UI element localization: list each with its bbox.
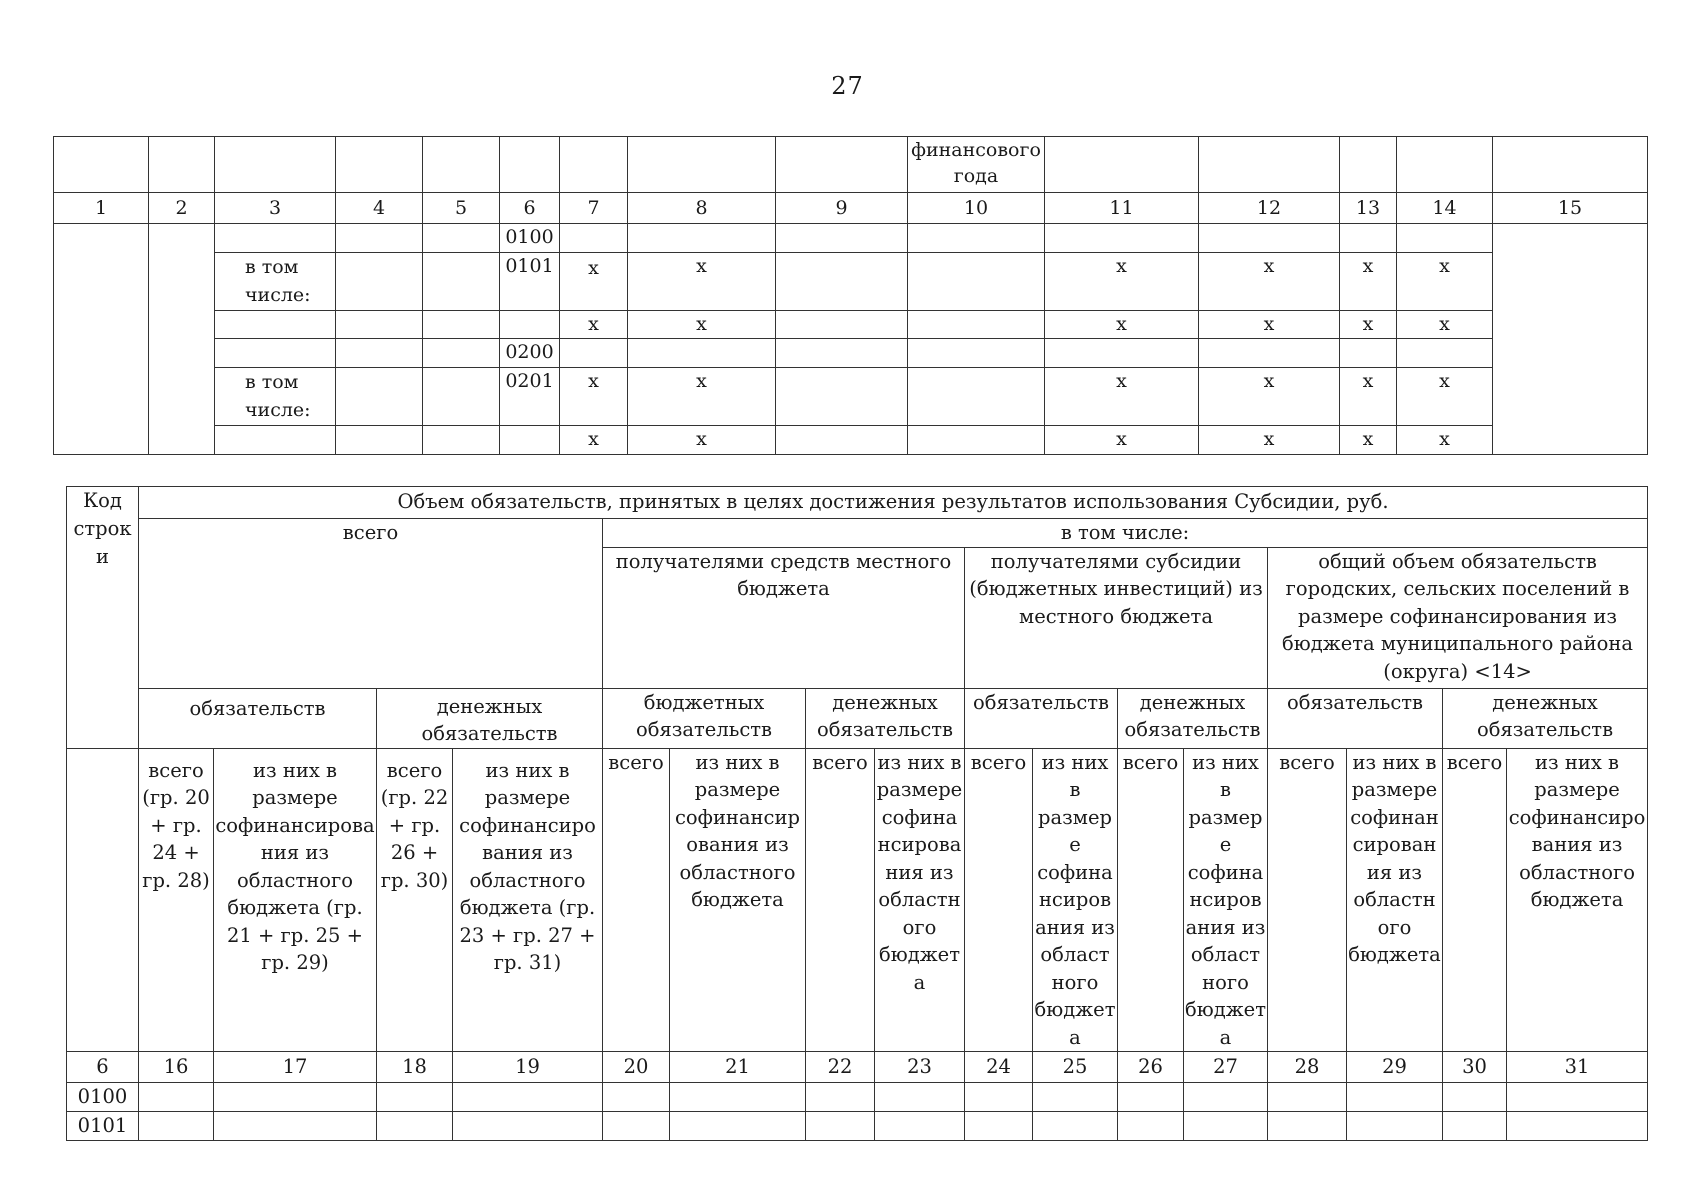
mark: x xyxy=(1397,311,1493,339)
cell xyxy=(377,1083,453,1112)
cell xyxy=(54,137,149,193)
cell xyxy=(500,137,560,193)
cell xyxy=(149,137,215,193)
cell xyxy=(423,224,500,253)
cell xyxy=(1033,1112,1118,1141)
cell xyxy=(423,339,500,368)
col-19-header: из них в размере софинансирования из областного бюджета (гр. 23 + гр. 27 + гр. 31) xyxy=(453,748,603,1052)
column-number: 3 xyxy=(215,193,336,224)
cell xyxy=(214,1083,377,1112)
mark: x xyxy=(1340,368,1397,426)
cell xyxy=(965,1083,1033,1112)
column-number: 2 xyxy=(149,193,215,224)
cell xyxy=(423,253,500,311)
cell xyxy=(776,137,908,193)
cell xyxy=(214,1112,377,1141)
sub-obligations: обязательств xyxy=(1268,688,1443,748)
mark: x xyxy=(1199,368,1340,426)
column-number: 16 xyxy=(139,1052,214,1083)
cell xyxy=(336,339,423,368)
mark: x xyxy=(1045,311,1199,339)
cell xyxy=(1507,1083,1648,1112)
mark: x xyxy=(560,253,628,311)
row-code-header: Код строки xyxy=(67,487,139,749)
header-row-4 xyxy=(67,688,1648,748)
cell xyxy=(603,1083,670,1112)
cell xyxy=(1507,1112,1648,1141)
column-number: 31 xyxy=(1507,1052,1648,1083)
column-number: 22 xyxy=(806,1052,875,1083)
sub-obligations: обязательств xyxy=(965,688,1118,748)
column-number: 30 xyxy=(1443,1052,1507,1083)
column-number: 18 xyxy=(377,1052,453,1083)
row-code: 0100 xyxy=(67,1083,139,1112)
mark xyxy=(776,253,908,311)
cell xyxy=(1340,137,1397,193)
cell xyxy=(1199,137,1340,193)
header-row-1 xyxy=(67,487,1648,519)
cell xyxy=(423,368,500,426)
sub-budget-obligations: бюджетных обязательств xyxy=(603,688,806,748)
row-label xyxy=(215,426,336,455)
table-row xyxy=(54,311,1648,339)
table-row xyxy=(54,224,1648,253)
mark: x xyxy=(1045,368,1199,426)
column-number: 27 xyxy=(1184,1052,1268,1083)
mark: x xyxy=(1045,253,1199,311)
mark: x xyxy=(1397,253,1493,311)
mark: x xyxy=(1199,253,1340,311)
mark: x xyxy=(560,426,628,455)
mark xyxy=(628,224,776,253)
table-row xyxy=(54,426,1648,455)
mark: x xyxy=(628,426,776,455)
cell xyxy=(139,1083,214,1112)
column-number: 17 xyxy=(214,1052,377,1083)
column-number: 12 xyxy=(1199,193,1340,224)
mark xyxy=(1397,224,1493,253)
col-27-header: из них в размере софинансирования из областного бюджета xyxy=(1184,748,1268,1052)
column-number: 5 xyxy=(423,193,500,224)
mark xyxy=(908,339,1045,368)
sub-monetary-obligations: денежных обязательств xyxy=(377,688,603,748)
group-subsidy-recipients: получателями субсидии (бюджетных инвестиций) из местного бюджета xyxy=(965,547,1268,688)
mark: x xyxy=(628,368,776,426)
cell xyxy=(1118,1083,1184,1112)
row-code: 0101 xyxy=(500,253,560,311)
mark: x xyxy=(1397,426,1493,455)
column-number: 21 xyxy=(670,1052,806,1083)
col-18-header: всего (гр. 22 + гр. 26 + гр. 30) xyxy=(377,748,453,1052)
cell xyxy=(1268,1112,1347,1141)
col-25-header: из них в размере софинансирования из областного бюджета xyxy=(1033,748,1118,1052)
column-number: 15 xyxy=(1493,193,1648,224)
cell xyxy=(336,368,423,426)
mark: x xyxy=(1397,368,1493,426)
obligations-table xyxy=(66,486,1648,1141)
mark xyxy=(908,224,1045,253)
row-code xyxy=(500,311,560,339)
column-number: 6 xyxy=(500,193,560,224)
column-number: 8 xyxy=(628,193,776,224)
cell xyxy=(149,224,215,455)
cell xyxy=(806,1083,875,1112)
column-number: 26 xyxy=(1118,1052,1184,1083)
mark xyxy=(1199,224,1340,253)
col-23-header: из них в размере софинансирования из областного бюджета xyxy=(875,748,965,1052)
col-29-header: из них в размере софинансирования из областного бюджета xyxy=(1347,748,1443,1052)
mark: x xyxy=(1340,311,1397,339)
cell xyxy=(336,253,423,311)
mark xyxy=(776,224,908,253)
header-fragment-cell xyxy=(908,137,1045,193)
column-number: 20 xyxy=(603,1052,670,1083)
cell xyxy=(875,1083,965,1112)
sub-monetary-obligations: денежных обязательств xyxy=(1443,688,1648,748)
cell xyxy=(423,426,500,455)
column-number-row xyxy=(54,193,1648,224)
column-number: 4 xyxy=(336,193,423,224)
table-row xyxy=(54,339,1648,368)
column-number: 23 xyxy=(875,1052,965,1083)
table-row xyxy=(67,1083,1648,1112)
col-17-header: из них в размере софинансирования из областного бюджета (гр. 21 + гр. 25 + гр. 29) xyxy=(214,748,377,1052)
row-code xyxy=(500,426,560,455)
mark xyxy=(1045,339,1199,368)
cell xyxy=(336,137,423,193)
row-label: в том числе: xyxy=(215,253,336,311)
table-row xyxy=(67,1112,1648,1141)
col-22-header: всего xyxy=(806,748,875,1052)
mark: x xyxy=(1199,311,1340,339)
sub-obligations: обязательств xyxy=(139,688,377,748)
row-label xyxy=(215,224,336,253)
cell xyxy=(139,1112,214,1141)
cell xyxy=(453,1083,603,1112)
mark xyxy=(560,339,628,368)
cell xyxy=(1397,137,1493,193)
column-number: 6 xyxy=(67,1052,139,1083)
sub-monetary-obligations: денежных обязательств xyxy=(1118,688,1268,748)
cell xyxy=(1045,137,1199,193)
mark: x xyxy=(560,311,628,339)
cell xyxy=(1443,1112,1507,1141)
cell xyxy=(560,137,628,193)
mark xyxy=(560,224,628,253)
mark xyxy=(908,253,1045,311)
mark xyxy=(1199,339,1340,368)
mark: x xyxy=(628,253,776,311)
row-label xyxy=(215,339,336,368)
mark: x xyxy=(1340,426,1397,455)
cell xyxy=(1493,137,1648,193)
cell xyxy=(336,224,423,253)
cell xyxy=(453,1112,603,1141)
mark xyxy=(1340,224,1397,253)
header-row-5 xyxy=(67,748,1648,1052)
group-local-budget: получателями средств местного бюджета xyxy=(603,547,965,688)
cell xyxy=(1347,1112,1443,1141)
col-16-header: всего (гр. 20 + гр. 24 + гр. 28) xyxy=(139,748,214,1052)
column-number: 24 xyxy=(965,1052,1033,1083)
column-number: 19 xyxy=(453,1052,603,1083)
sub-monetary-obligations: денежных обязательств xyxy=(806,688,965,748)
cell xyxy=(875,1112,965,1141)
row-code: 0100 xyxy=(500,224,560,253)
cell xyxy=(1033,1083,1118,1112)
cell xyxy=(215,137,336,193)
col-30-header: всего xyxy=(1443,748,1507,1052)
mark xyxy=(628,339,776,368)
cell xyxy=(1118,1112,1184,1141)
column-number: 13 xyxy=(1340,193,1397,224)
cell xyxy=(423,137,500,193)
mark xyxy=(1340,339,1397,368)
cell xyxy=(336,426,423,455)
mark: x xyxy=(1199,426,1340,455)
row-code: 0200 xyxy=(500,339,560,368)
cell xyxy=(67,748,139,1052)
row-label xyxy=(215,311,336,339)
header-fragment-row xyxy=(54,137,1648,193)
table-row xyxy=(54,253,1648,311)
cell xyxy=(336,311,423,339)
column-number: 11 xyxy=(1045,193,1199,224)
mark: x xyxy=(1340,253,1397,311)
col-31-header: из них в размере софинансирования из областного бюджета xyxy=(1507,748,1648,1052)
cell xyxy=(377,1112,453,1141)
mark xyxy=(908,426,1045,455)
col-28-header: всего xyxy=(1268,748,1347,1052)
mark xyxy=(776,426,908,455)
mark xyxy=(1045,224,1199,253)
column-number: 29 xyxy=(1347,1052,1443,1083)
column-number: 1 xyxy=(54,193,149,224)
cell xyxy=(54,224,149,455)
cell xyxy=(628,137,776,193)
row-label: в том числе: xyxy=(215,368,336,426)
col-20-header: всего xyxy=(603,748,670,1052)
page-number: 27 xyxy=(831,72,864,100)
col-26-header: всего xyxy=(1118,748,1184,1052)
col-21-header: из них в размере софинансирования из областного бюджета xyxy=(670,748,806,1052)
cell xyxy=(423,311,500,339)
mark xyxy=(1397,339,1493,368)
column-number: 28 xyxy=(1268,1052,1347,1083)
cell xyxy=(1184,1083,1268,1112)
mark xyxy=(776,368,908,426)
column-number-row xyxy=(67,1052,1648,1083)
mark xyxy=(776,311,908,339)
cell xyxy=(1184,1112,1268,1141)
cell xyxy=(670,1112,806,1141)
cell xyxy=(603,1112,670,1141)
mark xyxy=(776,339,908,368)
mark: x xyxy=(1045,426,1199,455)
column-number: 14 xyxy=(1397,193,1493,224)
cell xyxy=(965,1112,1033,1141)
mark: x xyxy=(628,311,776,339)
table-row xyxy=(54,368,1648,426)
group-settlements: общий объем обязательств городских, сельских поселений в размере софинансирования из бюджета муниципального района (округа) <14> xyxy=(1268,547,1648,688)
main-header: Объем обязательств, принятых в целях достижения результатов использования Субсидии, руб. xyxy=(139,487,1648,519)
mark xyxy=(908,311,1045,339)
column-number: 9 xyxy=(776,193,908,224)
cell xyxy=(806,1112,875,1141)
cell xyxy=(1268,1083,1347,1112)
cell xyxy=(1347,1083,1443,1112)
cell xyxy=(670,1083,806,1112)
continuation-table xyxy=(53,136,1648,455)
column-number: 7 xyxy=(560,193,628,224)
row-code: 0201 xyxy=(500,368,560,426)
col-24-header: всего xyxy=(965,748,1033,1052)
header-fragment-line2: года xyxy=(953,165,999,187)
mark xyxy=(908,368,1045,426)
column-number: 25 xyxy=(1033,1052,1118,1083)
cell xyxy=(1443,1083,1507,1112)
cell xyxy=(1493,224,1648,455)
row-code: 0101 xyxy=(67,1112,139,1141)
mark: x xyxy=(560,368,628,426)
including-header: в том числе: xyxy=(603,519,1648,548)
header-row-2 xyxy=(67,519,1648,548)
header-fragment-line1: финансового xyxy=(911,139,1041,161)
column-number: 10 xyxy=(908,193,1045,224)
total-header: всего xyxy=(139,519,603,689)
